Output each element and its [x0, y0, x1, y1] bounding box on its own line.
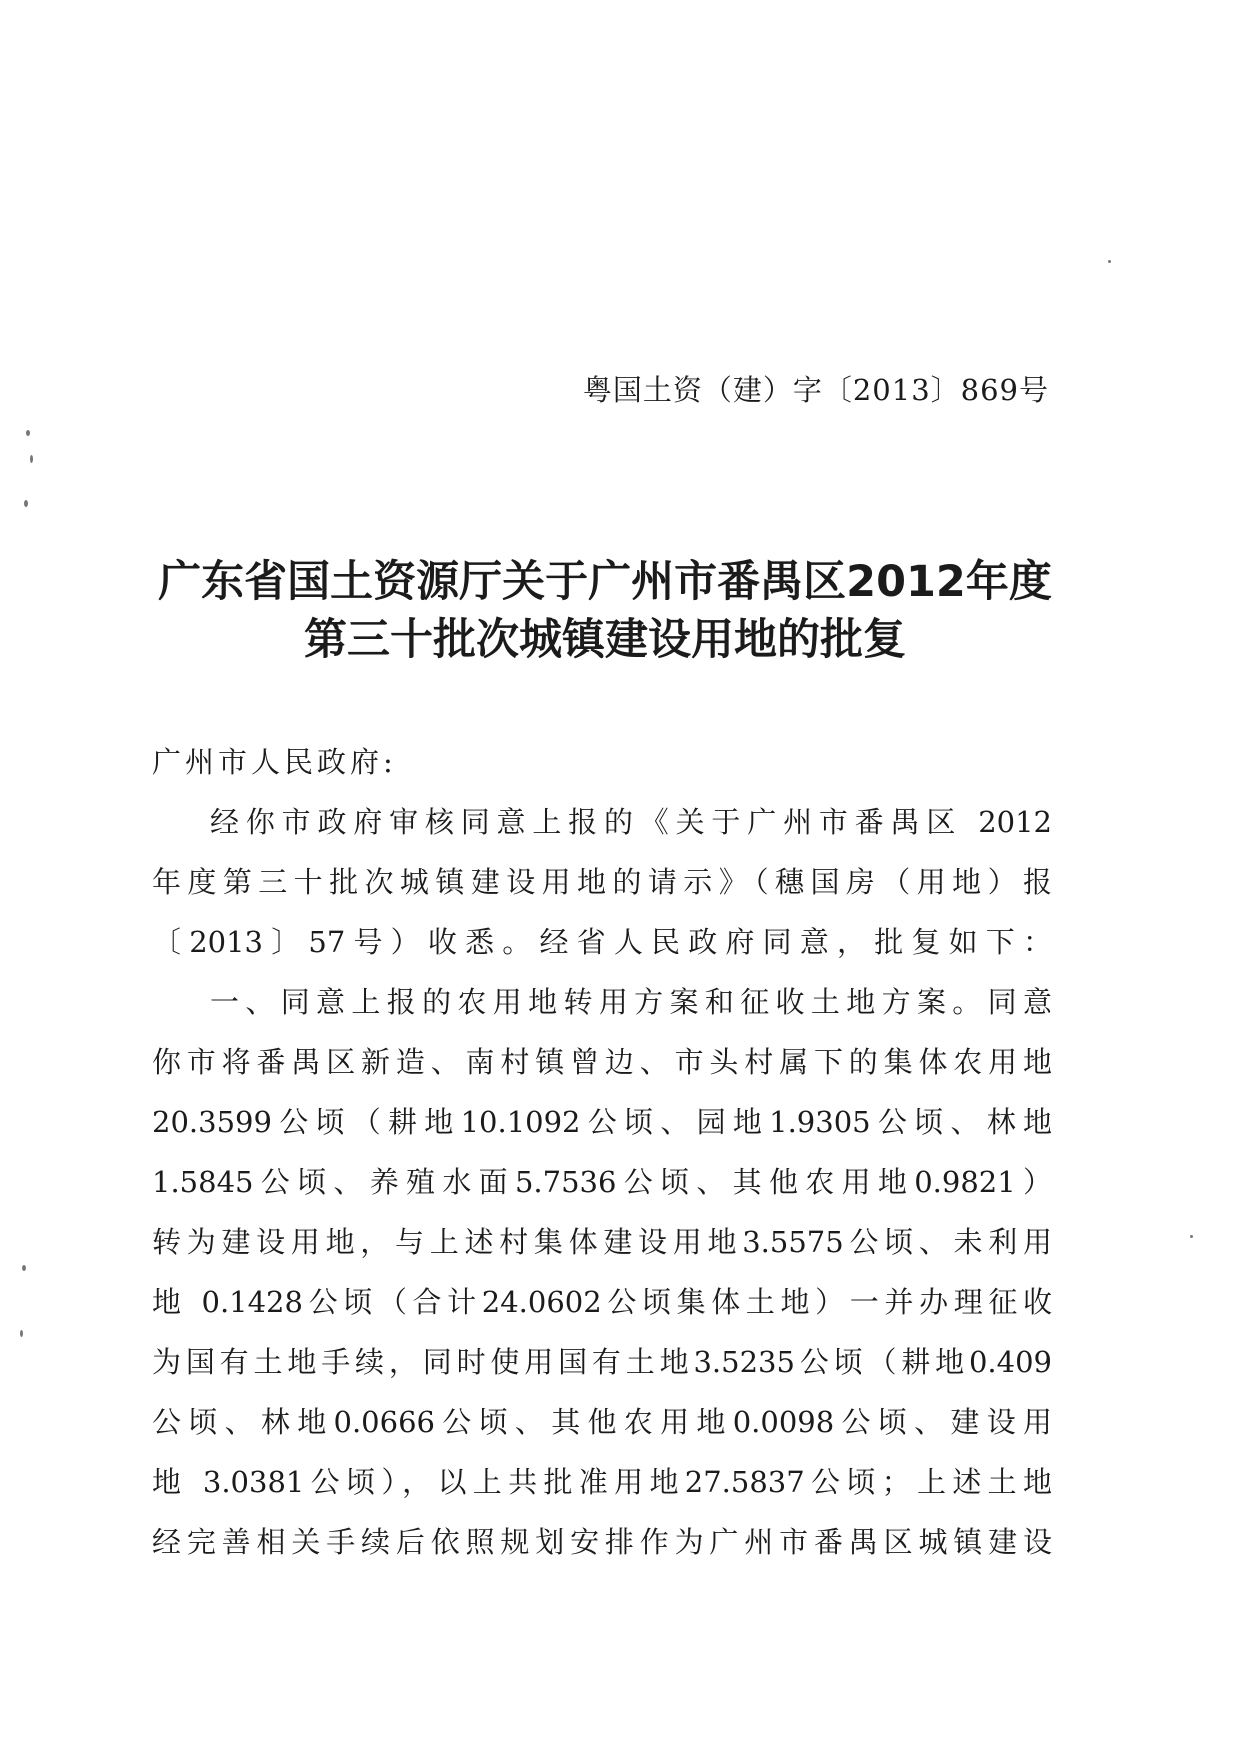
document-title-line-2: 第三十批次城镇建设用地的批复	[304, 615, 906, 665]
scan-speck	[20, 1330, 23, 1337]
body-line: 〔2013〕57号）收悉。经省人民政府同意，批复如下：	[152, 925, 1052, 959]
body-line: 20.3599公顷（耕地10.1092公顷、园地1.9305公顷、林地	[152, 1105, 1052, 1139]
body-line: 转为建设用地，与上述村集体建设用地3.5575公顷、未利用	[152, 1225, 1052, 1259]
document-title-line-1: 广东省国土资源厅关于广州市番禺区2012年度	[158, 557, 1052, 607]
body-line: 地 3.0381公顷），以上共批准用地27.5837公顷；上述土地	[152, 1465, 1052, 1499]
body-line: 1.5845公顷、养殖水面5.7536公顷、其他农用地0.9821）	[152, 1165, 1052, 1199]
body-line: 经完善相关手续后依照规划安排作为广州市番禺区城镇建设	[152, 1525, 1052, 1559]
scan-speck	[26, 430, 30, 436]
salutation: 广州市人民政府:	[152, 745, 397, 779]
scan-speck	[30, 455, 33, 463]
body-line: 公顷、林地0.0666公顷、其他农用地0.0098公顷、建设用	[152, 1405, 1052, 1439]
scan-speck	[1190, 1235, 1193, 1238]
body-line: 一、同意上报的农用地转用方案和征收土地方案。同意	[210, 985, 1052, 1019]
scan-speck	[24, 500, 28, 507]
scan-speck	[1108, 260, 1111, 263]
body-line: 地 0.1428公顷（合计24.0602公顷集体土地）一并办理征收	[152, 1285, 1052, 1319]
body-line: 为国有土地手续，同时使用国有土地3.5235公顷（耕地0.409	[152, 1345, 1052, 1379]
scan-speck	[22, 1265, 26, 1271]
body-line: 经你市政府审核同意上报的《关于广州市番禺区 2012	[210, 805, 1052, 839]
body-line: 年度第三十批次城镇建设用地的请示》（穗国房（用地）报	[152, 865, 1052, 899]
body-line: 你市将番禺区新造、南村镇曾边、市头村属下的集体农用地	[152, 1045, 1052, 1079]
document-number: 粤国土资（建）字〔2013〕869号	[582, 373, 1049, 407]
